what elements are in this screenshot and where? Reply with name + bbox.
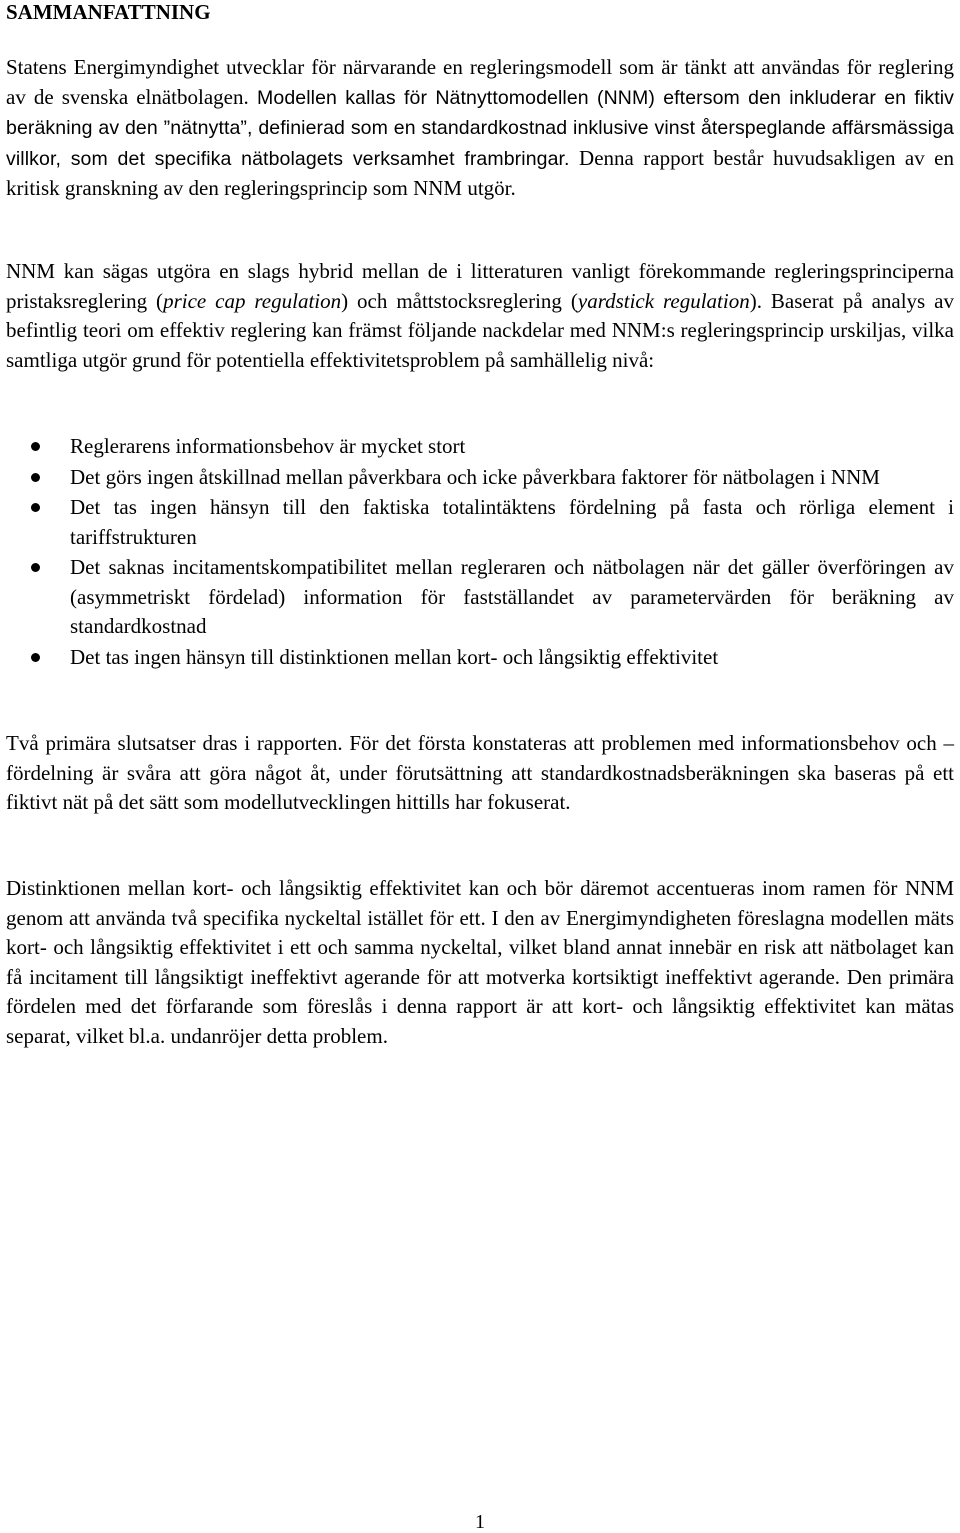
list-item (6, 553, 954, 642)
yardstick-term: yardstick regulation (577, 288, 750, 313)
paragraph-hybrid-part3: ). Baserat på analys av befintlig teori om effektiv reglering kan främst följande nackdelar med NNM:s regleringsprincip urskiljas, vilka samtliga utgör grund för potentiella effektivitetsproblem på samhällelig nivå: (6, 288, 954, 372)
paragraph-hybrid-part2: ) och måttstocksreglering ( (341, 288, 578, 313)
list-item-text: Det görs ingen åtskillnad mellan påverkbara och icke påverkbara faktorer för nätbolagen i NNM (70, 464, 880, 489)
paragraph-intro (6, 53, 954, 204)
list-item-text: Det tas ingen hänsyn till distinktionen mellan kort- och långsiktig effektivitet (70, 644, 719, 669)
bullet-icon (31, 442, 40, 451)
paragraph-intro-part1: Statens Energimyndighet utvecklar för närvarande en regleringsmodell som är tänkt att användas för reglering av de svenska elnätbolagen. (6, 55, 954, 109)
page-number: 1 (475, 1511, 485, 1533)
paragraph-intro-part3: Denna rapport består huvudsakligen av en kritisk granskning av den regleringsprincip som NNM utgör. (6, 145, 955, 200)
paragraph-distinction: Distinktionen mellan kort- och långsiktig effektivitet kan och bör däremot accentueras inom ramen för NNM genom att använda två specifika nyckeltal istället för ett. I den av Energimyndigheten föreslagna modellen mäts kort- och långsiktig effektivitet i ett och samma nyckeltal, vilket bland annat innebär en risk att nätbolaget kan få incitament till långsiktigt ineffektivt agerande för att motverka kortsiktigt ineffektivt agerande. Den primära fördelen med det förfarande som föreslås i denna rapport är att kort- och långsiktig effektivitet kan mätas separat, vilket bl.a. undanröjer detta problem. (6, 876, 954, 1048)
bullet-icon (31, 653, 40, 662)
document-page (6, 0, 955, 1048)
list-item (6, 463, 954, 493)
list-item (6, 643, 954, 673)
bullet-icon (31, 503, 40, 512)
disadvantages-list (6, 432, 954, 672)
paragraph-hybrid (6, 257, 954, 375)
list-item-text: Det saknas incitamentskompatibilitet mellan regleraren och nätbolagen när det gäller överföringen av (asymmetriskt fördelad) information för fastställandet av parametervärden för beräkning av standardkostnad (70, 555, 954, 638)
bullet-icon (31, 473, 40, 482)
list-item (6, 493, 954, 552)
list-item-text: Det tas ingen hänsyn till den faktiska totalintäktens fördelning på fasta och rörliga element i tariffstrukturen (70, 495, 954, 549)
price-cap-term: price cap regulation (163, 288, 342, 313)
list-item (6, 432, 954, 462)
paragraph-conclusions: Två primära slutsatser dras i rapporten. För det första konstateras att problemen med informationsbehov och –fördelning är svåra att göra något åt, under förutsättning att standardkostnadsberäkningen ska baseras på ett fiktivt nät på det sätt som modellutvecklingen hittills har fokuserat. (6, 731, 954, 814)
list-item-text: Reglerarens informationsbehov är mycket stort (70, 434, 466, 458)
paragraph-hybrid-part1: NNM kan sägas utgöra en slags hybrid mellan de i litteraturen vanligt förekommande regleringsprinciperna pristaksreglering ( (6, 259, 954, 313)
paragraph-intro-part2: Modellen kallas för Nätnyttomodellen (NNM) eftersom den inkluderar en fiktiv beräkning av den ”nätnytta”, definierad som en standardkostnad inklusive vinst återspeglande affärsmässiga villkor, som det specifika nätbolagets verksamhet frambringar. (6, 86, 954, 170)
section-heading: SAMMANFATTNING (6, 0, 211, 24)
bullet-icon (31, 563, 40, 572)
